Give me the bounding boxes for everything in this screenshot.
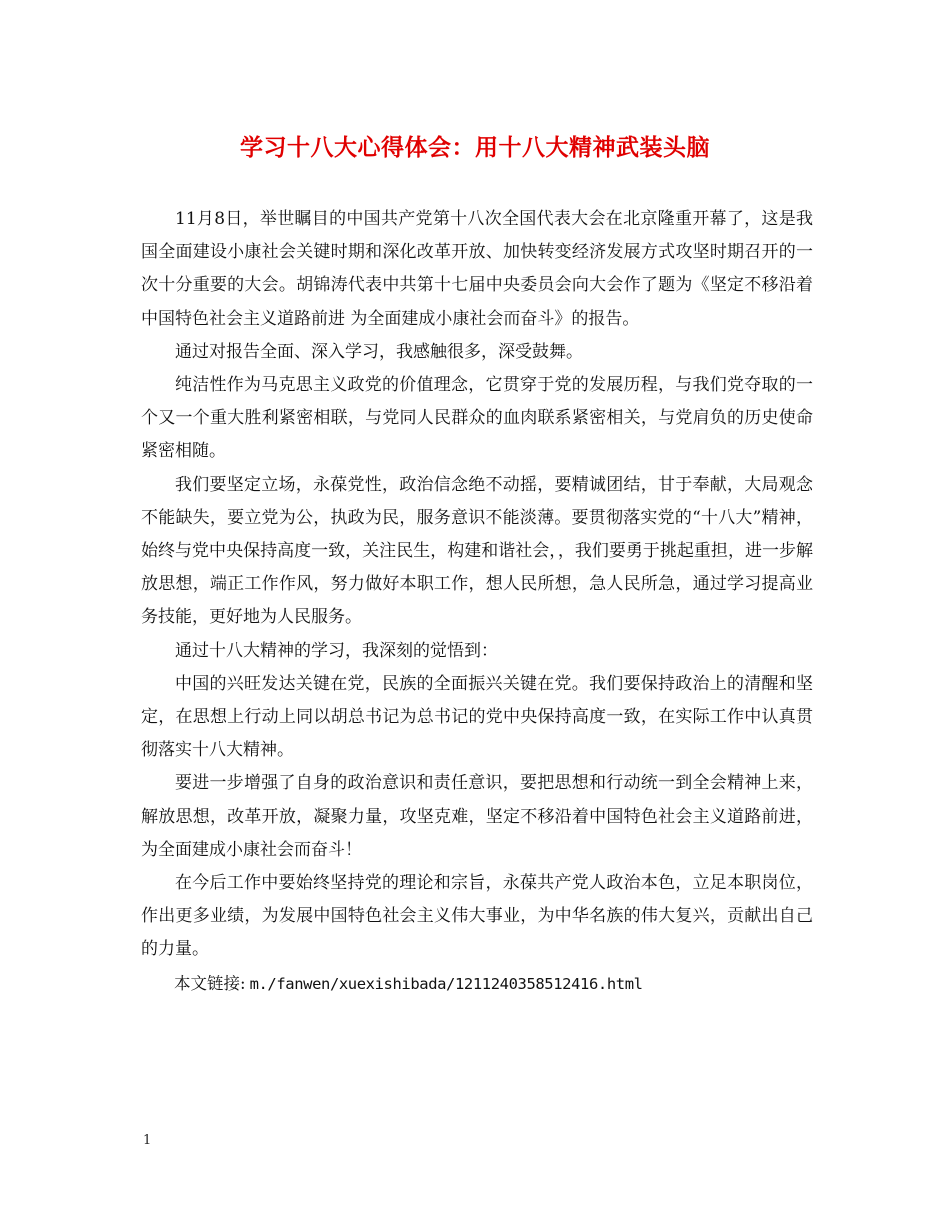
page-number: 1 bbox=[143, 1133, 152, 1148]
paragraph-4: 我们要坚定立场，永葆党性，政治信念绝不动摇，要精诚团结，甘于奉献，大局观念不能缺失，要立党为公，执政为民，服务意识不能淡薄。要贯彻落实党的“十八大”精神，始终与党中央保持高度一致，关注民生，构建和谐社会，，我们要勇于挑起重担，进一步解放思想，端正工作作风，努力做好本职工作，想人民所想，急人民所急，通过学习提高业务技能，更好地为人民服务。 bbox=[141, 474, 813, 628]
paragraph-3: 纯洁性作为马克思主义政党的价值理念，它贯穿于党的发展历程，与我们党夺取的一个又一个重大胜利紧密相联，与党同人民群众的血肉联系紧密相关，与党肩负的历史使命紧密相随。 bbox=[141, 375, 813, 462]
paragraph-1: 11月8日，举世瞩目的中国共产党第十八次全国代表大会在北京隆重开幕了，这是我国全面建设小康社会关键时期和深化改革开放、加快转变经济发展方式攻坚时期召开的一次十分重要的大会。胡锦涛代表中共第十七届中央委员会向大会作了题为《坚定不移沿着中国特色社会主义道路前进 为全面建成小康社会而奋斗》的报告。 bbox=[141, 209, 813, 329]
paragraph-8: 在今后工作中要始终坚持党的理论和宗旨，永葆共产党人政治本色，立足本职岗位，作出更多业绩，为发展中国特色社会主义伟大事业，为中华名族的伟大复兴，贡献出自己的力量。 bbox=[141, 873, 813, 960]
article-link-label: 本文链接: bbox=[174, 973, 246, 993]
document-body bbox=[141, 203, 813, 1001]
paragraph-7: 要进一步增强了自身的政治意识和责任意识，要把思想和行动统一到全会精神上来，解放思想，改革开放，凝聚力量，攻坚克难，坚定不移沿着中国特色社会主义道路前进，为全面建成小康社会而奋斗！ bbox=[141, 773, 813, 860]
paragraph-5: 通过十八大精神的学习，我深刻的觉悟到： bbox=[175, 640, 498, 661]
paragraph-6: 中国的兴旺发达关键在党，民族的全面振兴关键在党。我们要保持政治上的清醒和坚定，在思想上行动上同以胡总书记为总书记的党中央保持高度一致，在实际工作中认真贯彻落实十八大精神。 bbox=[141, 673, 813, 761]
article-link-url[interactable]: m./fanwen/xuexishibada/1211240358512416.html bbox=[249, 974, 643, 993]
paragraph-2: 通过对报告全面、深入学习，我感触很多，深受鼓舞。 bbox=[175, 341, 583, 362]
article-link-line bbox=[141, 967, 813, 1001]
document-title: 学习十八大心得体会：用十八大精神武装头脑 bbox=[240, 134, 710, 161]
